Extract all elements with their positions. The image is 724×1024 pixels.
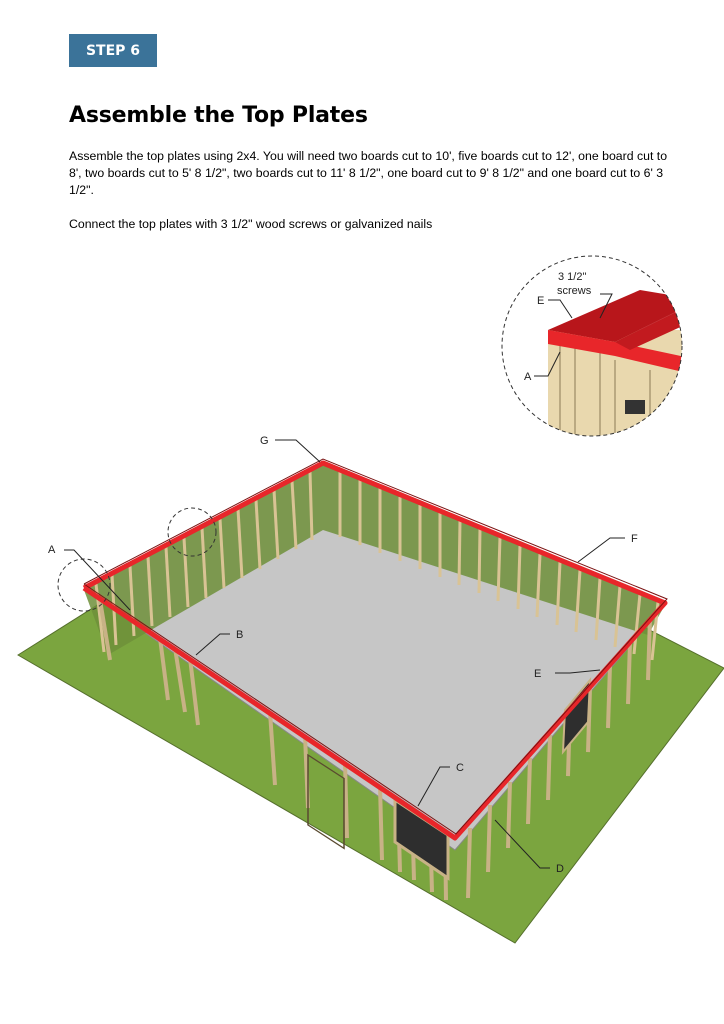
label-a: A [48, 544, 56, 556]
label-g: G [260, 435, 269, 447]
label-e: E [534, 668, 542, 680]
label-d: D [556, 863, 564, 875]
instruction-paragraph: Assemble the top plates using 2x4. You will need two boards cut to 10', five boards cut to 12', one board cut to 8', two boards cut to 5' 8 1/2", two boards cut to 11' 8 1/2", one board cut to 9' 8 1/2" and one board cut to 6' 3 1/2". [69, 149, 668, 197]
label-f: F [631, 533, 638, 545]
instruction-paragraph: Connect the top plates with 3 1/2" wood screws or galvanized nails [69, 217, 433, 231]
label-c: C [456, 762, 464, 774]
page-title: Assemble the Top Plates [69, 103, 368, 128]
detail-screws-label: 3 1/2" [558, 271, 587, 283]
detail-label-e: E [537, 295, 545, 307]
detail-label-a: A [524, 371, 532, 383]
step-badge: STEP 6 [69, 34, 157, 67]
label-b: B [236, 629, 244, 641]
detail-screws-label: screws [557, 285, 592, 297]
detail-inset [502, 256, 700, 450]
